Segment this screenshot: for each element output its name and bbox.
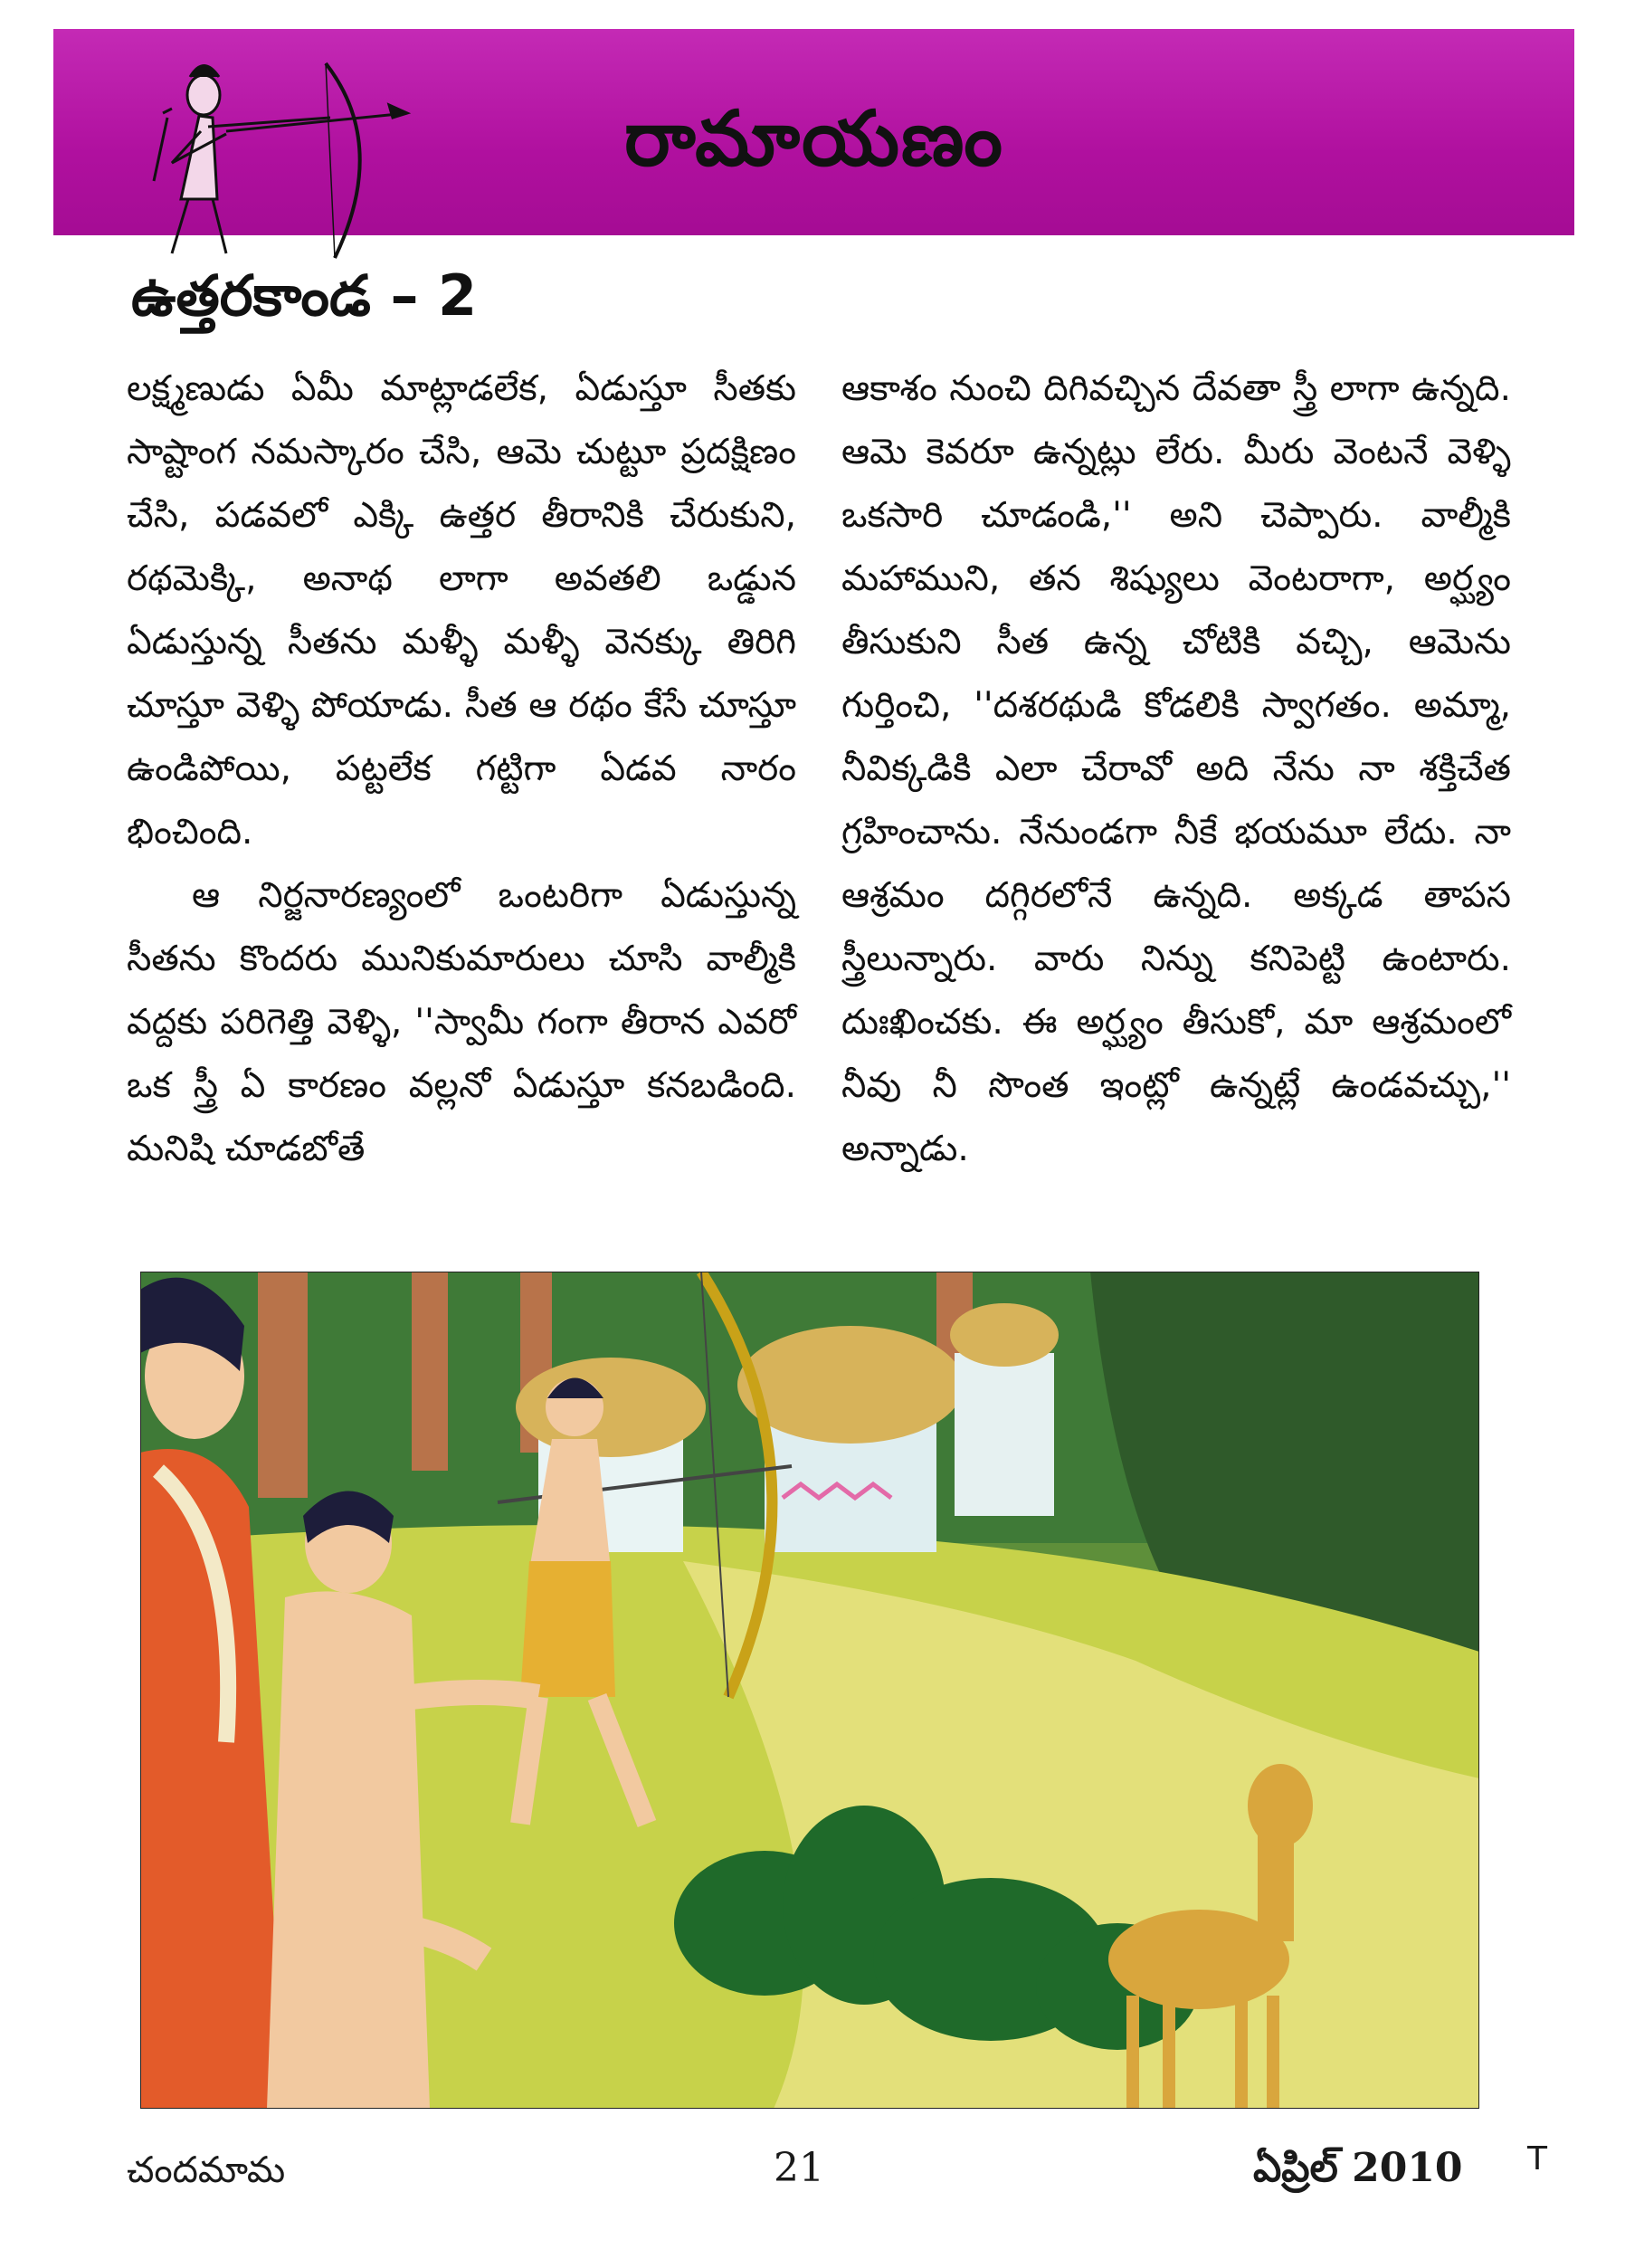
right-column xyxy=(841,357,1511,1181)
left-column xyxy=(127,357,796,1181)
page-number: 21 xyxy=(774,2145,824,2191)
archer-logo-icon xyxy=(118,45,425,262)
issue-date: ఏప్రిల్ 2010 xyxy=(1253,2145,1463,2191)
paragraph: ఆకాశం నుంచి దిగివచ్చిన దేవతా స్త్రీ లాగా ఉన్నది. ఆమె కెవరూ ఉన్నట్లు లేరు. మీరు వెంటనే వెళ్ళి ఒకసారి చూడండి,'' అని చెప్పారు. వాల్మీకి మహాముని, తన శిష్యులు వెంటరాగా, అర్ఘ్యం తీసుకుని సీత ఉన్న చోటికి వచ్చి, ఆమెను గుర్తించి, ''దశరథుడి కోడలికి స్వాగతం. అమ్మా, నీవిక్కడికి ఎలా చేరావో అది నేను నా శక్తిచేత గ్రహించాను. నేనుండగా నీకే భయమూ లేదు. నా ఆశ్రమం దగ్గిరలోనే ఉన్నది. అక్కడ తాపస స్త్రీలున్నారు. వారు నిన్ను కనిపెట్టి ఉంటారు. దుఃఖించకు. ఈ అర్ఘ్యం తీసుకో, మా ఆశ్రమంలో నీవు నీ సొంత ఇంట్లో ఉన్నట్లే ఉండవచ్చు,'' అన్నాడు. xyxy=(841,368,1511,1169)
paragraph: లక్ష్మణుడు ఏమీ మాట్లాడలేక, ఏడుస్తూ సీతకు సాష్టాంగ నమస్కారం చేసి, ఆమె చుట్టూ ప్రదక్షిణం చేసి, పడవలో ఎక్కి ఉత్తర తీరానికి చేరుకుని, రథమెక్కి, అనాథ లాగా అవతలి ఒడ్డున ఏడుస్తున్న సీతను మళ్ళీ మళ్ళీ వెనక్కు తిరిగి చూస్తూ వెళ్ళి పోయాడు. సీత ఆ రథం కేసే చూస్తూ ఉండిపోయి, పట్టలేక గట్టిగా ఏడవ నారం భించింది. xyxy=(127,368,796,853)
story-illustration xyxy=(140,1272,1479,2109)
paragraph: ఆ నిర్జనారణ్యంలో ఒంటరిగా ఏడుస్తున్న సీతను కొందరు మునికుమారులు చూసి వాల్మీకి వద్దకు పరిగెత్తి వెళ్ళి, ''స్వామీ గంగా తీరాన ఎవరో ఒక స్త్రీ ఏ కారణం వల్లనో ఏడుస్తూ కనబడింది. మనిషి చూడబోతే xyxy=(127,875,796,1169)
corner-mark: T xyxy=(1527,2140,1547,2177)
section-heading: ఉత్తరకాండ – 2 xyxy=(131,262,478,329)
page-title: రామాయణం xyxy=(624,94,1004,183)
magazine-name: చందమామ xyxy=(127,2149,286,2191)
